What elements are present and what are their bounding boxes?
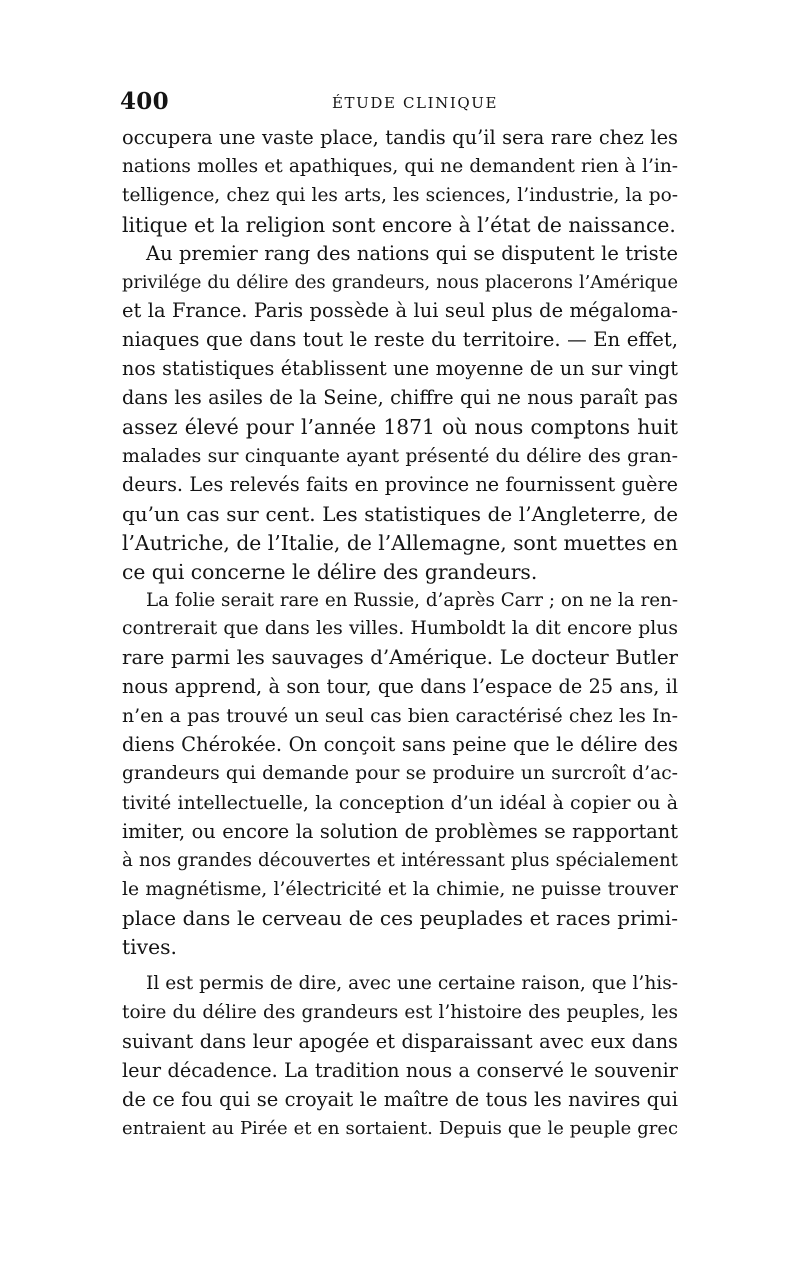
text-line: nos statistiques établissent une moyenne de un sur vingt [122, 357, 678, 381]
paragraph [122, 124, 678, 240]
text-line: n’en a pas trouvé un seul cas bien caractérisé chez les In- [122, 705, 678, 728]
paragraph [122, 587, 678, 963]
text-line: dans les asiles de la Seine, chiffre qui ne nous paraît pas [122, 386, 678, 410]
text-line: deurs. Les relevés faits en province ne fournissent guère [122, 472, 678, 496]
text-line: Au premier rang des nations qui se disputent le triste [146, 241, 678, 265]
paragraph [122, 970, 678, 1143]
text-line: telligence, chez qui les arts, les sciences, l’industrie, la po- [122, 184, 678, 206]
text-line: La folie serait rare en Russie, d’après Carr ; on ne la ren- [146, 589, 678, 611]
text-line: qu’un cas sur cent. Les statistiques de l’Angleterre, de [122, 501, 678, 526]
text-line: tivité intellectuelle, la conception d’un idéal à copier ou à [122, 791, 678, 814]
text-line: diens Chérokée. On conçoit sans peine que le délire des [122, 733, 678, 757]
text-line: nous apprend, à son tour, que dans l’espace de 25 ans, il [122, 675, 678, 699]
text-line: place dans le cerveau de ces peuplades et races primi- [122, 906, 678, 931]
text-line: entraient au Pirée et en sortaient. Depuis que le peuple grec [122, 1117, 678, 1139]
text-line: toire du délire des grandeurs est l’histoire des peuples, les [122, 1002, 678, 1024]
page-number: 400 [120, 88, 169, 115]
body-text [122, 124, 678, 1154]
text-line: litique et la religion sont encore à l’état de naissance. [122, 212, 676, 237]
paragraph [122, 240, 678, 587]
text-line: suivant dans leur apogée et disparaissant avec eux dans [122, 1030, 678, 1054]
text-line: leur décadence. La tradition nous a conservé le souvenir [122, 1059, 678, 1082]
text-line: nations molles et apathiques, qui ne demandent rien à l’in- [122, 155, 678, 177]
text-line: malades sur cinquante ayant présenté du délire des gran- [122, 444, 678, 467]
text-line: privilége du délire des grandeurs, nous placerons l’Amérique [122, 271, 678, 293]
text-line: de ce fou qui se croyait le maître de tous les navires qui [122, 1087, 678, 1111]
text-line: contrerait que dans les villes. Humboldt la dit encore plus [122, 618, 678, 640]
text-line: imiter, ou encore la solution de problèmes se rapportant [122, 819, 678, 843]
text-line: occupera une vaste place, tandis qu’il sera rare chez les [122, 126, 678, 149]
text-line: l’Autriche, de l’Italie, de l’Allemagne, sont muettes en [122, 530, 678, 555]
text-line: le magnétisme, l’électricité et la chimie, ne puisse trouver [122, 878, 678, 900]
text-line: et la France. Paris possède à lui seul plus de mégaloma- [122, 299, 678, 323]
text-line: tives. [122, 935, 177, 960]
text-line: grandeurs qui demande pour se produire un surcroît d’ac- [122, 762, 678, 784]
running-title: ÉTUDE CLINIQUE [332, 94, 499, 112]
text-line: Il est permis de dire, avec une certaine raison, que l’his- [146, 973, 678, 995]
text-line: assez élevé pour l’année 1871 où nous comptons huit [122, 415, 678, 440]
running-head [120, 88, 680, 122]
text-line: rare parmi les sauvages d’Amérique. Le docteur Butler [122, 646, 678, 670]
text-line: ce qui concerne le délire des grandeurs. [122, 559, 538, 584]
text-line: à nos grandes découvertes et intéressant plus spécialement [122, 849, 678, 871]
text-line: niaques que dans tout le reste du territoire. — En effet, [122, 328, 678, 352]
